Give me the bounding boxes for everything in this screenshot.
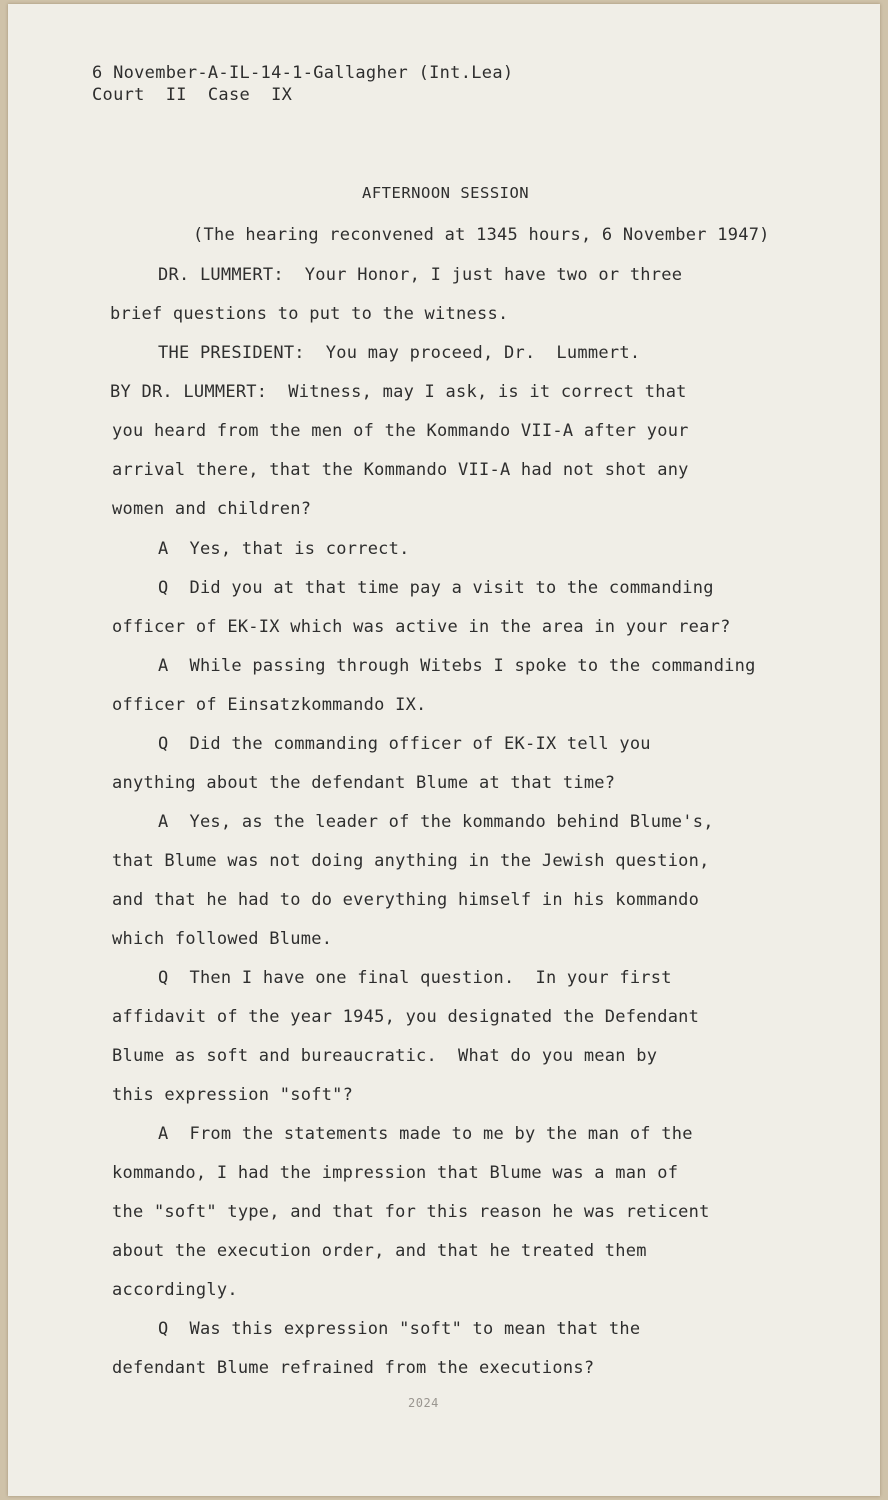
text-line: which followed Blume. xyxy=(112,929,333,949)
text-line: accordingly. xyxy=(112,1280,238,1300)
text-line: affidavit of the year 1945, you designated the Defendant xyxy=(112,1007,700,1027)
text-line: Q Then I have one final question. In your first xyxy=(158,968,672,988)
header-reference: 6 November-A-IL-14-1-Gallagher (Int.Lea) xyxy=(92,63,514,83)
text-line: A Yes, as the leader of the kommando behind Blume's, xyxy=(158,812,714,832)
text-line: brief questions to put to the witness. xyxy=(110,304,509,324)
text-line: the "soft" type, and that for this reason he was reticent xyxy=(112,1202,710,1222)
text-line: kommando, I had the impression that Blume was a man of xyxy=(112,1163,679,1183)
text-line: officer of EK-IX which was active in the area in your rear? xyxy=(112,617,731,637)
text-line: you heard from the men of the Kommando VII-A after your xyxy=(112,421,689,441)
text-line: women and children? xyxy=(112,499,312,519)
session-title: AFTERNOON SESSION xyxy=(362,184,530,202)
text-line: THE PRESIDENT: You may proceed, Dr. Lummert. xyxy=(158,343,641,363)
text-line: Blume as soft and bureaucratic. What do you mean by xyxy=(112,1046,658,1066)
text-line: BY DR. LUMMERT: Witness, may I ask, is it correct that xyxy=(110,382,687,402)
text-line: A Yes, that is correct. xyxy=(158,539,410,559)
text-line: Q Did you at that time pay a visit to the commanding xyxy=(158,578,714,598)
text-line: arrival there, that the Kommando VII-A had not shot any xyxy=(112,460,689,480)
text-line: A While passing through Witebs I spoke to the commanding xyxy=(158,656,756,676)
text-line: Q Was this expression "soft" to mean that the xyxy=(158,1319,641,1339)
text-line: and that he had to do everything himself in his kommando xyxy=(112,890,700,910)
text-line: officer of Einsatzkommando IX. xyxy=(112,695,427,715)
page-number: 2024 xyxy=(408,1396,439,1410)
text-line: (The hearing reconvened at 1345 hours, 6 November 1947) xyxy=(193,225,770,245)
text-line: that Blume was not doing anything in the Jewish question, xyxy=(112,851,710,871)
text-line: DR. LUMMERT: Your Honor, I just have two or three xyxy=(158,265,683,285)
text-line: defendant Blume refrained from the executions? xyxy=(112,1358,595,1378)
header-court-case: Court II Case IX xyxy=(92,85,293,105)
document-header xyxy=(92,62,513,106)
text-line: anything about the defendant Blume at that time? xyxy=(112,773,616,793)
text-line: about the execution order, and that he treated them xyxy=(112,1241,647,1261)
text-line: Q Did the commanding officer of EK-IX tell you xyxy=(158,734,651,754)
text-line: A From the statements made to me by the man of the xyxy=(158,1124,693,1144)
text-line: this expression "soft"? xyxy=(112,1085,354,1105)
